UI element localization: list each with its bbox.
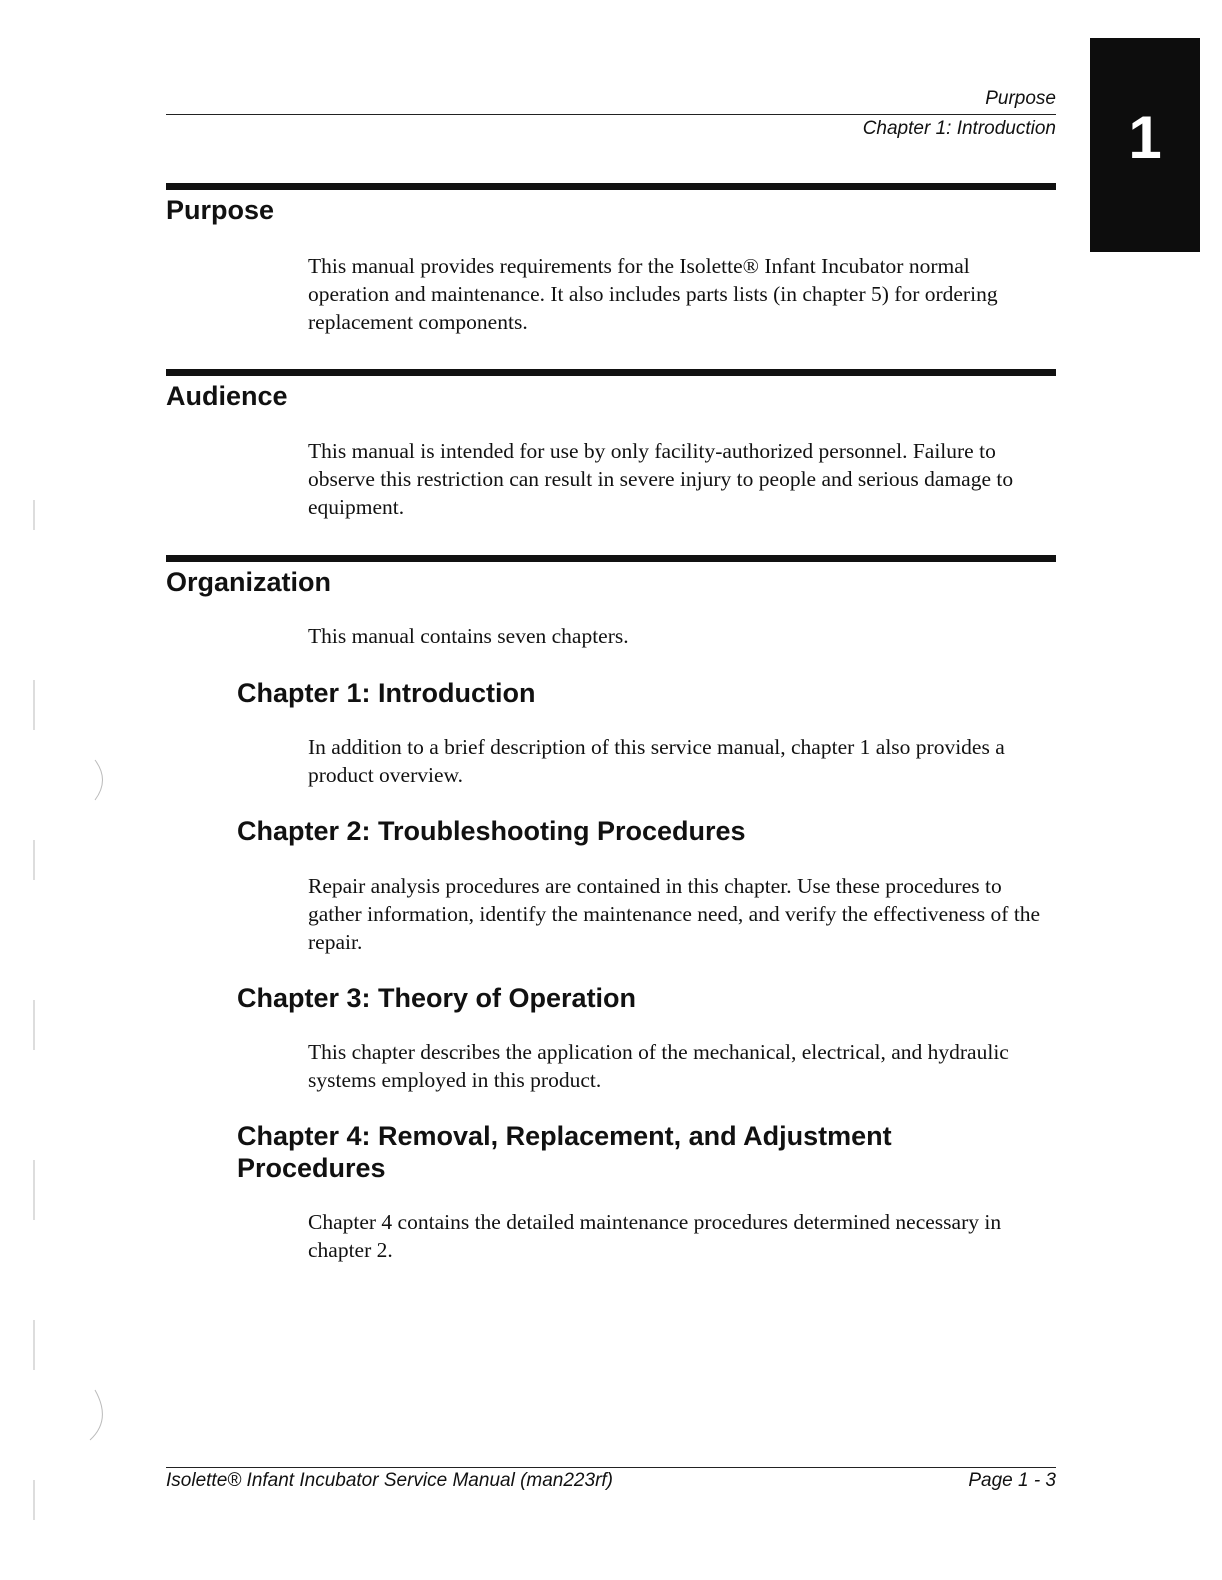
header-rule: [166, 114, 1056, 115]
chapter-text-4: Chapter 4 contains the detailed maintenance procedures determined necessary in chapter 2.: [308, 1210, 1002, 1262]
footer-page-number: Page 1 - 3: [968, 1470, 1056, 1491]
section-rule: [166, 183, 1056, 190]
section-heading-audience: Audience: [166, 381, 288, 411]
footer-manual-title: Isolette® Infant Incubator Service Manual (man223rf): [166, 1470, 614, 1491]
section-heading-organization: Organization: [166, 567, 332, 597]
chapter-heading-1: Chapter 1: Introduction: [237, 678, 536, 708]
section-text-organization: This manual contains seven chapters.: [308, 624, 629, 648]
running-header-chapter: Chapter 1: Introduction: [862, 118, 1056, 139]
chapter-tab: 1: [1090, 38, 1200, 252]
chapter-heading-2: Chapter 2: Troubleshooting Procedures: [237, 816, 746, 846]
footer-rule: [166, 1467, 1056, 1468]
section-rule: [166, 555, 1056, 562]
chapter-text-3: This chapter describes the application of the mechanical, electrical, and hydraulic systems employed in this product.: [308, 1040, 1009, 1092]
chapter-text-1: In addition to a brief description of this service manual, chapter 1 also provides a product overview.: [308, 735, 1005, 787]
chapter-text-2: Repair analysis procedures are contained in this chapter. Use these procedures to gather information, identify the maintenance need, and verify the effectiveness of the repair.: [308, 874, 1041, 954]
chapter-heading-3: Chapter 3: Theory of Operation: [237, 983, 637, 1013]
section-rule: [166, 369, 1056, 376]
running-header-section: Purpose: [985, 88, 1056, 109]
scan-margin-marks: [20, 170, 110, 1550]
section-heading-purpose: Purpose: [166, 195, 275, 225]
chapter-heading-4: Chapter 4: Removal, Replacement, and Adjustment Procedures: [237, 1121, 892, 1183]
section-text-audience: This manual is intended for use by only facility-authorized personnel. Failure to observe this restriction can result in severe injury to people and serious damage to equipment.: [308, 439, 1014, 519]
section-text-purpose: This manual provides requirements for the Isolette® Infant Incubator normal operation and maintenance. It also includes parts lists (in chapter 5) for ordering replacement components.: [308, 254, 998, 334]
